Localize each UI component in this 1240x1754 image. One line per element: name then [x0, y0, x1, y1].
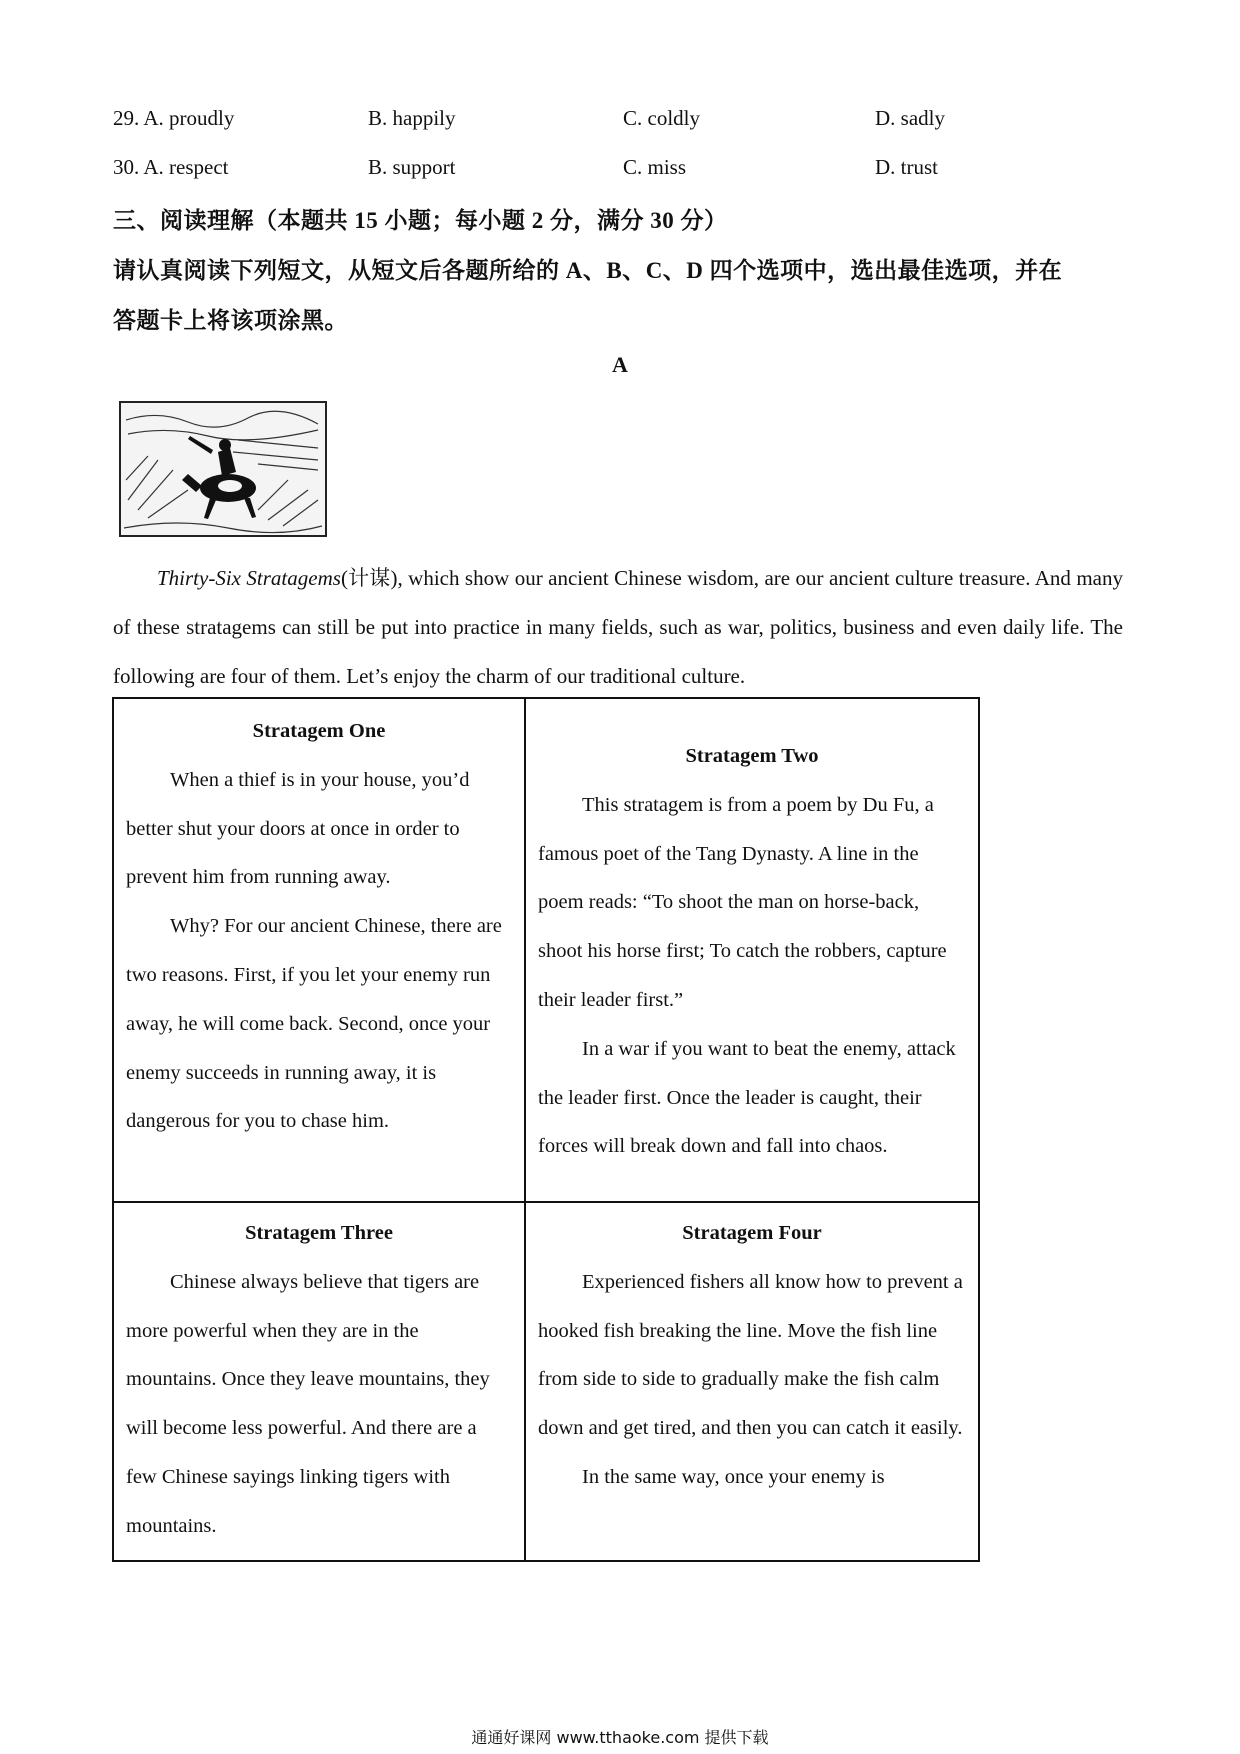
intro-book-title-cn: (计谋) — [340, 566, 398, 590]
stratagem-one-paragraph-1: When a thief is in your house, you’d better shut your doors at once in order to prevent him from running away. — [126, 768, 470, 889]
stratagem-one-paragraph-2: Why? For our ancient Chinese, there are two reasons. First, if you let your enemy run away, he will come back. Second, once your enemy succeeds in running away, it is dangerous for you to chase him. — [126, 915, 502, 1133]
question-29-option-c: C. coldly — [623, 106, 700, 130]
stratagem-three-paragraph-1: Chinese always believe that tigers are more powerful when they are in the mountains. Once they leave mountains, they will become less powerful. And there are a few Chinese sayings linking tigers with mountains. — [126, 1270, 490, 1537]
question-29-option-b: B. happily — [368, 106, 456, 130]
stratagem-four-title: Stratagem Four — [682, 1222, 822, 1244]
intro-text: , which show our ancient Chinese wisdom, are our ancient culture treasure. And many of these stratagems can still be put into practice in many fields, such as war, politics, business and even daily life. The following are four of them. Let’s enjoy the charm of our traditional culture. — [113, 566, 1123, 688]
table-divider-horizontal — [114, 1201, 978, 1203]
stratagem-one-cell — [114, 707, 524, 1146]
question-30-option-d: D. trust — [875, 155, 938, 179]
question-30-option-a: 30. A. respect — [113, 155, 229, 179]
passage-letter: A — [612, 352, 628, 377]
question-29-options — [113, 106, 1113, 136]
horseman-illustration — [118, 400, 328, 538]
instructions-line-1: 请认真阅读下列短文，从短文后各题所给的 A、B、C、D 四个选项中，选出最佳选项，并在 — [113, 258, 1063, 283]
stratagem-four-paragraph-1: Experienced fishers all know how to prevent a hooked fish breaking the line. Move the fish line from side to side to gradually make the fish calm down and get tired, and then you can catch it easily. — [538, 1270, 963, 1440]
stratagem-three-title: Stratagem Three — [245, 1222, 393, 1244]
stratagem-four-paragraph-2: In the same way, once your enemy is — [582, 1465, 885, 1488]
question-30-option-c: C. miss — [623, 155, 687, 179]
stratagems-table — [112, 697, 980, 1562]
stratagem-four-cell — [526, 1209, 978, 1502]
question-30-option-b: B. support — [368, 155, 456, 179]
stratagem-two-title: Stratagem Two — [685, 745, 819, 767]
question-29-option-a: 29. A. proudly — [113, 106, 235, 130]
stratagem-two-paragraph-1: This stratagem is from a poem by Du Fu, a famous poet of the Tang Dynasty. A line in the poem reads: “To shoot the man on horse-back, shoot his horse first; To catch the robbers, capture their leader first.” — [538, 793, 947, 1011]
stratagem-two-paragraph-2: In a war if you want to beat the enemy, attack the leader first. Once the leader is caught, their forces will break down and fall into chaos. — [538, 1037, 956, 1158]
question-30-options — [113, 155, 1113, 185]
intro-paragraph — [113, 554, 1123, 701]
page-footer: 通通好课网 www.tthaoke.com 提供下载 — [471, 1728, 769, 1747]
stratagem-three-cell — [114, 1209, 524, 1551]
intro-book-title: Thirty-Six Stratagems — [157, 566, 341, 590]
question-29-option-d: D. sadly — [875, 106, 945, 130]
section-heading: 三、阅读理解（本题共 15 小题；每小题 2 分，满分 30 分） — [113, 208, 728, 233]
instructions-line-2: 答题卡上将该项涂黑。 — [113, 308, 348, 333]
stratagem-two-cell — [526, 732, 978, 1171]
stratagem-one-title: Stratagem One — [252, 720, 386, 742]
